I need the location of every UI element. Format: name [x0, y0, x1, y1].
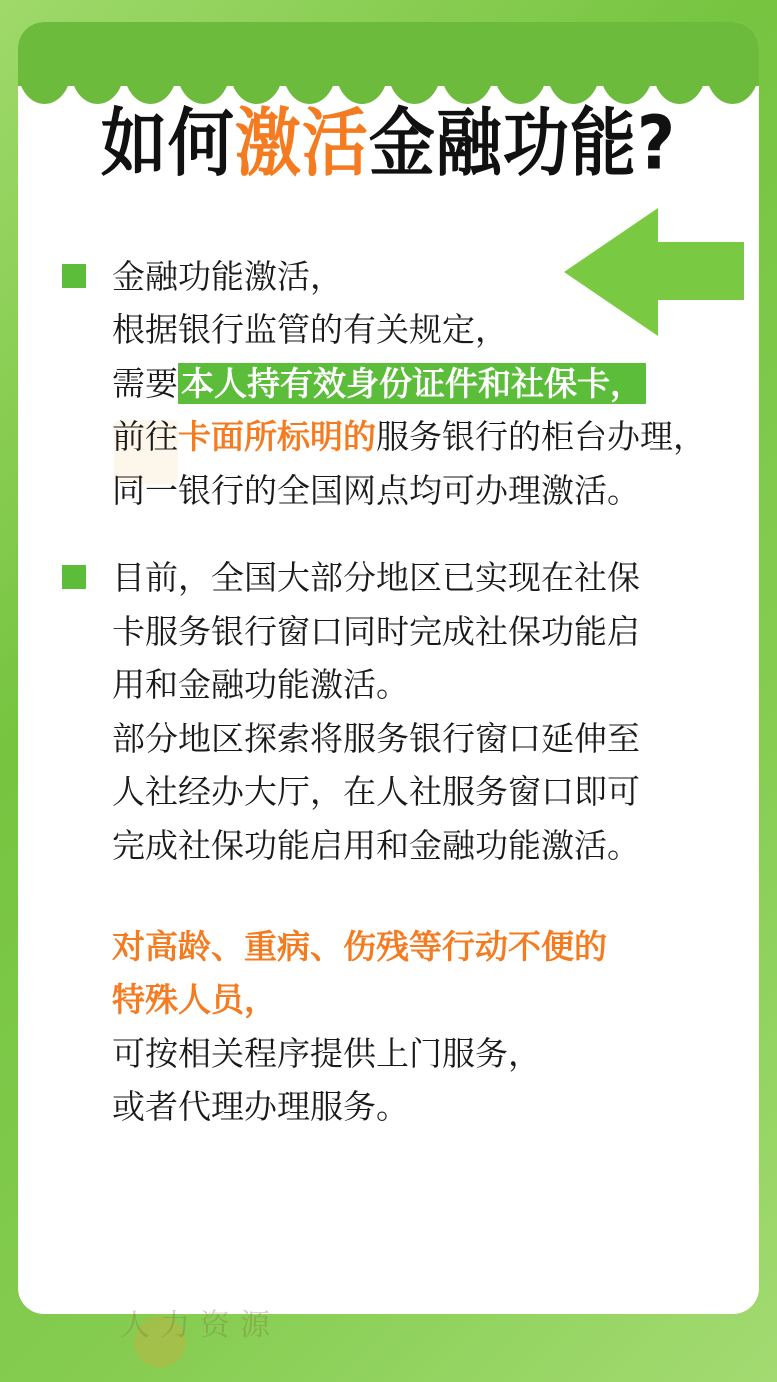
line-text: 或者代理办理服务。: [112, 1087, 409, 1127]
line-text: 部分地区探索将服务银行窗口延伸至: [112, 718, 640, 758]
bullet-section-1: [62, 250, 722, 517]
line-text: 人社经办大厅，在人社服务窗口即可: [112, 772, 640, 812]
text-line: [112, 1080, 722, 1133]
watermark-text: 人力资源: [120, 1308, 280, 1343]
scallop-shape: [71, 70, 124, 104]
title-highlight: 激活: [234, 100, 369, 187]
line-text: 卡服务银行窗口同时完成社保功能启: [112, 611, 640, 651]
text-line: [112, 464, 722, 517]
scallop-shape: [388, 70, 441, 104]
scallop-shape: [706, 70, 759, 104]
line-text: 可按相关程序提供上门服务，: [112, 1033, 541, 1073]
line-text: 对高龄、重病、伤残等行动不便的: [112, 926, 607, 966]
text-line: [112, 250, 722, 303]
line-text: 金融功能激活，: [112, 257, 343, 296]
scallop-shape: [283, 70, 336, 104]
scallop-shape: [124, 70, 177, 104]
bullet-section-2: [62, 551, 722, 872]
line-text: 特殊人员，: [112, 980, 277, 1020]
line-text: 需要: [112, 363, 178, 403]
emphasis-text: 卡面所标明的: [178, 417, 376, 457]
line-text: 完成社保功能启用和金融功能激活。: [112, 825, 640, 865]
paragraph-section-3: [62, 920, 722, 1134]
scallop-shape: [441, 70, 494, 104]
scallop-shape: [177, 70, 230, 104]
body-content: [62, 250, 722, 1168]
scallop-shape: [18, 70, 71, 104]
text-line: [112, 765, 722, 818]
scallop-shape: [494, 70, 547, 104]
line-text: 目前，全国大部分地区已实现在社保: [112, 558, 640, 598]
bullet-square-icon: [62, 264, 86, 288]
text-line: [112, 712, 722, 765]
text-line: [112, 357, 722, 410]
title-part-1: 如何: [100, 100, 235, 187]
line-text: 前往: [112, 417, 178, 457]
page-title: [18, 100, 759, 187]
scallop-shape: [547, 70, 600, 104]
scallop-shape: [600, 70, 653, 104]
text-line: [112, 605, 722, 658]
text-line: [112, 920, 722, 973]
text-line: [112, 410, 722, 463]
line-text: 用和金融功能激活。: [112, 665, 409, 705]
content-card: [18, 22, 759, 1314]
watermark-badge: [134, 1316, 186, 1368]
scallop-shape: [653, 70, 706, 104]
text-line: [112, 1027, 722, 1080]
line-text: 同一银行的全国网点均可办理激活。: [112, 470, 640, 510]
scallop-header-band: [18, 22, 759, 86]
scallop-row: [18, 70, 759, 104]
text-line: [112, 551, 722, 604]
title-part-3: 金融功能?: [368, 100, 677, 187]
text-line: [112, 658, 722, 711]
line-text: 服务银行的柜台办理，: [376, 417, 706, 457]
text-line: [112, 819, 722, 872]
highlighted-text: 本人持有效身份证件和社保卡，: [178, 363, 646, 404]
scallop-shape: [336, 70, 389, 104]
line-text: 根据银行监管的有关规定，: [112, 310, 508, 350]
text-line: [112, 973, 722, 1026]
scallop-shape: [230, 70, 283, 104]
bullet-square-icon: [62, 565, 86, 589]
text-line: [112, 303, 722, 356]
